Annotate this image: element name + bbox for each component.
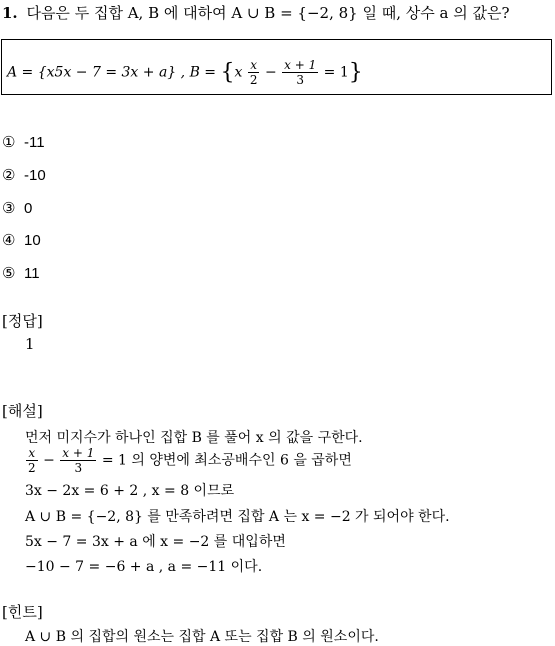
fraction-numerator: x	[248, 58, 260, 73]
set-b-condition: = 1	[323, 64, 349, 81]
fraction-x-plus-1-over-3	[282, 58, 318, 87]
solution-line-5: 5x − 7 = 3x + a 에 x = −2 를 대입하면	[25, 534, 286, 550]
given-sets	[7, 58, 363, 87]
fraction-x-over-2	[26, 446, 38, 475]
option-value: 11	[24, 265, 40, 282]
option-marker: ①	[2, 133, 16, 151]
minus-sign: −	[264, 64, 277, 81]
fraction-numerator: x + 1	[62, 446, 95, 460]
option-2[interactable]	[2, 166, 46, 184]
option-marker: ②	[2, 166, 16, 184]
solution-line-6: −10 − 7 = −6 + a , a = −11 이다.	[25, 559, 263, 575]
fraction-denominator: 3	[296, 73, 304, 87]
fraction-x-plus-1-over-3	[60, 446, 96, 475]
question-text: 다음은 두 집합 A, B 에 대하여 A ∪ B = {−2, 8} 일 때, 상수 a 의 값은?	[26, 4, 510, 22]
option-marker: ⑤	[2, 264, 16, 282]
minus-sign: −	[43, 452, 55, 469]
option-value: -10	[24, 167, 46, 184]
set-b-variable: x	[234, 64, 243, 81]
option-marker: ④	[2, 231, 16, 249]
set-a-definition: A = {x5x − 7 = 3x + a} ,	[7, 64, 186, 81]
left-brace: {	[220, 60, 235, 85]
fraction-denominator: 2	[28, 461, 36, 475]
option-marker: ③	[2, 199, 16, 217]
fraction-x-over-2	[248, 58, 260, 87]
question	[2, 2, 510, 23]
solution-line-2-text: = 1 의 양변에 최소공배수인 6 을 곱하면	[101, 452, 352, 469]
option-value: 10	[24, 232, 41, 249]
question-number: 1.	[2, 4, 18, 22]
solution-line-1: 먼저 미지수가 하나인 집합 B 를 풀어 x 의 값을 구한다.	[25, 430, 363, 446]
fraction-numerator: x	[26, 446, 38, 461]
solution-line-3: 3x − 2x = 6 + 2 , x = 8 이므로	[25, 483, 235, 499]
option-5[interactable]	[2, 264, 40, 282]
option-value: 0	[24, 200, 33, 217]
fraction-numerator: x + 1	[284, 58, 317, 72]
option-1[interactable]	[2, 133, 45, 151]
solution-line-2	[25, 446, 352, 475]
answer-value: 1	[25, 335, 35, 353]
hint-label: [힌트]	[2, 603, 43, 621]
option-4[interactable]	[2, 231, 41, 249]
right-brace: }	[348, 60, 363, 85]
answer-label: [정답]	[2, 312, 43, 330]
solution-label: [해설]	[2, 402, 43, 420]
hint-text: A ∪ B 의 집합의 원소는 집합 A 또는 집합 B 의 원소이다.	[25, 629, 379, 645]
option-value: -11	[24, 134, 45, 151]
solution-line-4: A ∪ B = {−2, 8} 를 만족하려면 집합 A 는 x = −2 가 되어야 한다.	[25, 509, 450, 525]
set-b-prefix: B =	[189, 64, 217, 81]
fraction-denominator: 3	[74, 461, 83, 475]
fraction-denominator: 2	[249, 73, 258, 87]
option-3[interactable]	[2, 199, 32, 217]
